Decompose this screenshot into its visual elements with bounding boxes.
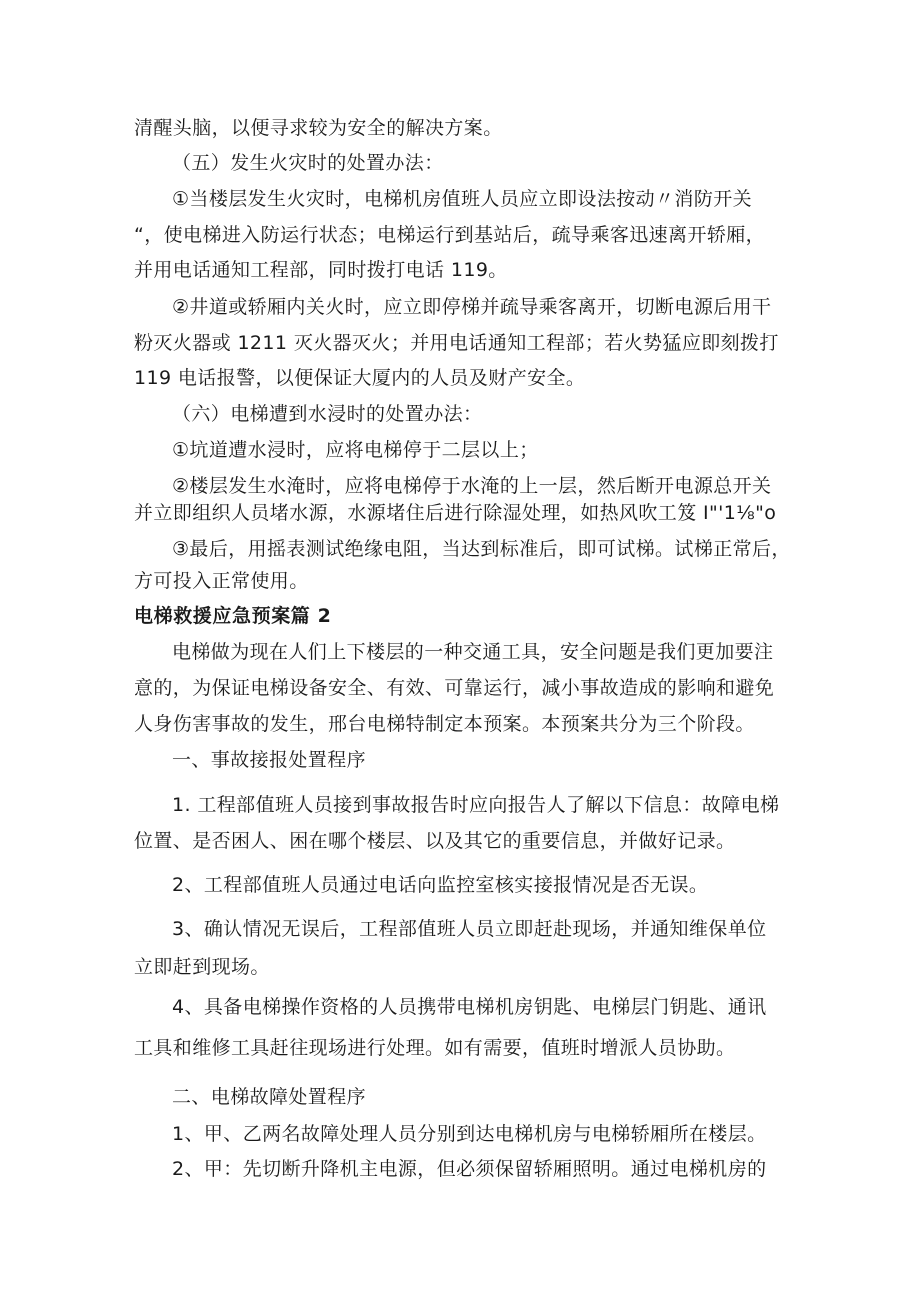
paragraph-line: 意的，为保证电梯设备安全、有效、可靠运行，减小事故造成的影响和避免	[134, 677, 775, 699]
paragraph-line: ③最后，用摇表测试绝缘电阻，当达到标准后，即可试梯。试梯正常后，	[172, 538, 791, 560]
paragraph-line: 立即赶到现场。	[134, 956, 270, 978]
paragraph-line: 方可投入正常使用。	[134, 570, 309, 592]
section-heading-two: 二、电梯故障处置程序	[172, 1086, 367, 1108]
paragraph-line: 2、工程部值班人员通过电话向监控室核实接报情况是否无误。	[172, 874, 709, 896]
paragraph-line: ①当楼层发生火灾时，电梯机房值班人员应立即设法按动〃消防开关	[172, 188, 753, 210]
section-heading-one: 一、事故接报处置程序	[172, 749, 367, 771]
paragraph-line: 4、具备电梯操作资格的人员携带电梯机房钥匙、电梯层门钥匙、通讯	[172, 996, 767, 1018]
paragraph-line: 粉灭火器或 1211 灭火器灭火；并用电话通知工程部；若火势猛应即刻拨打	[134, 332, 779, 354]
paragraph-line: 电梯做为现在人们上下楼层的一种交通工具，安全问题是我们更加要注	[172, 641, 774, 663]
paragraph-line: 119 电话报警，以便保证大厦内的人员及财产安全。	[134, 367, 586, 389]
paragraph-line: ②楼层发生水淹时，应将电梯停于水淹的上一层，然后断开电源总开关	[172, 475, 772, 497]
paragraph-line: 人身伤害事故的发生，邢台电梯特制定本预案。本预案共分为三个阶段。	[134, 713, 755, 735]
paragraph-line: ②井道或轿厢内关火时，应立即停梯并疏导乘客离开，切断电源后用干	[172, 296, 772, 318]
paragraph-line: 3、确认情况无误后，工程部值班人员立即赶赴现场，并通知维保单位	[172, 918, 767, 940]
paragraph-line: “，使电梯进入防运行状态；电梯运行到基站后，疏导乘客迅速离开轿厢，	[134, 224, 766, 246]
paragraph-line: 并立即组织人员堵水源，水源堵住后进行除湿处理，如热风吹工笈 I"'1⅛"o	[134, 502, 777, 524]
section-heading-five: （五）发生火灾时的处置办法：	[172, 152, 444, 174]
article-title: 电梯救援应急预案篇 2	[134, 605, 332, 627]
paragraph-line: 清醒头脑，以便寻求较为安全的解决方案。	[134, 117, 503, 139]
paragraph-line: 并用电话通知工程部，同时拨打电话 119。	[134, 259, 508, 281]
paragraph-line: 位置、是否困人、困在哪个楼层、以及其它的重要信息，并做好记录。	[134, 830, 736, 852]
paragraph-line: 1. 工程部值班人员接到事故报告时应向报告人了解以下信息：故障电梯	[172, 794, 780, 816]
section-heading-six: （六）电梯遭到水浸时的处置办法：	[172, 403, 483, 425]
paragraph-line: 1、甲、乙两名故障处理人员分别到达电梯机房与电梯轿厢所在楼层。	[172, 1123, 767, 1145]
paragraph-line: ①坑道遭水浸时，应将电梯停于二层以上；	[172, 439, 539, 461]
paragraph-line: 工具和维修工具赶往现场进行处理。如有需要，值班时增派人员协助。	[134, 1037, 736, 1059]
paragraph-line: 2、甲：先切断升降机主电源，但必须保留轿厢照明。通过电梯机房的	[172, 1158, 767, 1180]
